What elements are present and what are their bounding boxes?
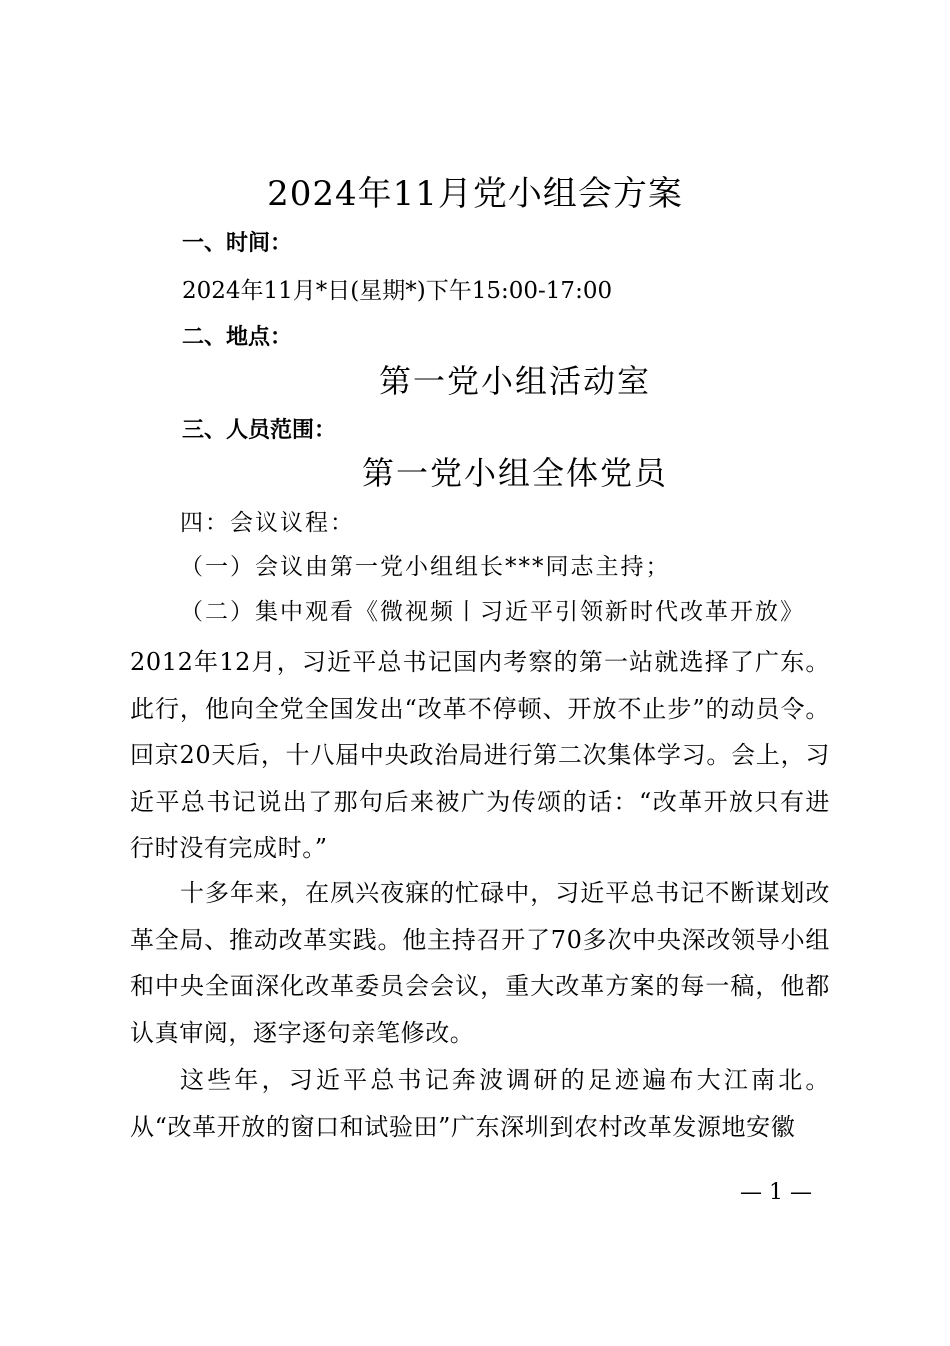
place-value: 第一党小组活动室: [378, 362, 651, 400]
section-people-heading: 三、人员范围：: [182, 418, 337, 443]
time-value: 2024年11月*日(星期*)下午15:00-17:00: [182, 278, 613, 304]
paragraph-1: 2012年12月，习近平总书记国内考察的第一站就选择了广东。此行，他向全党全国发出“改革不停顿、开放不止步”的动员令。回京20天后，十八届中央政治局进行第二次集体学习。会上，习近平总书记说出了那句后来被广为传颂的话：“改革开放只有进行时没有完成时。”: [130, 648, 830, 862]
people-value: 第一党小组全体党员: [361, 454, 668, 492]
section-time-heading: 一、时间：: [182, 231, 293, 256]
paragraph-2: 十多年来，在夙兴夜寐的忙碌中，习近平总书记不断谋划改革全局、推动改革实践。他主持召开了70多次中央深改领导小组和中央全面深化改革委员会会议，重大改革方案的每一稿，他都认真审阅，逐字逐句亲笔修改。: [130, 879, 830, 1047]
agenda-item-2: （二）集中观看《微视频丨习近平引领新时代改革开放》: [180, 599, 805, 625]
page-number: — 1 —: [740, 1180, 812, 1205]
paragraph-3: 这些年，习近平总书记奔波调研的足迹遍布大江南北。从“改革开放的窗口和试验田”广东深圳到农村改革发源地安徽: [130, 1066, 830, 1141]
section-place-heading: 二、地点：: [182, 325, 293, 350]
section-agenda-heading: 四：会议议程：: [180, 510, 355, 536]
agenda-item-1: （一）会议由第一党小组组长***同志主持；: [180, 554, 671, 580]
document-title: 2024年11月党小组会方案: [267, 174, 683, 214]
